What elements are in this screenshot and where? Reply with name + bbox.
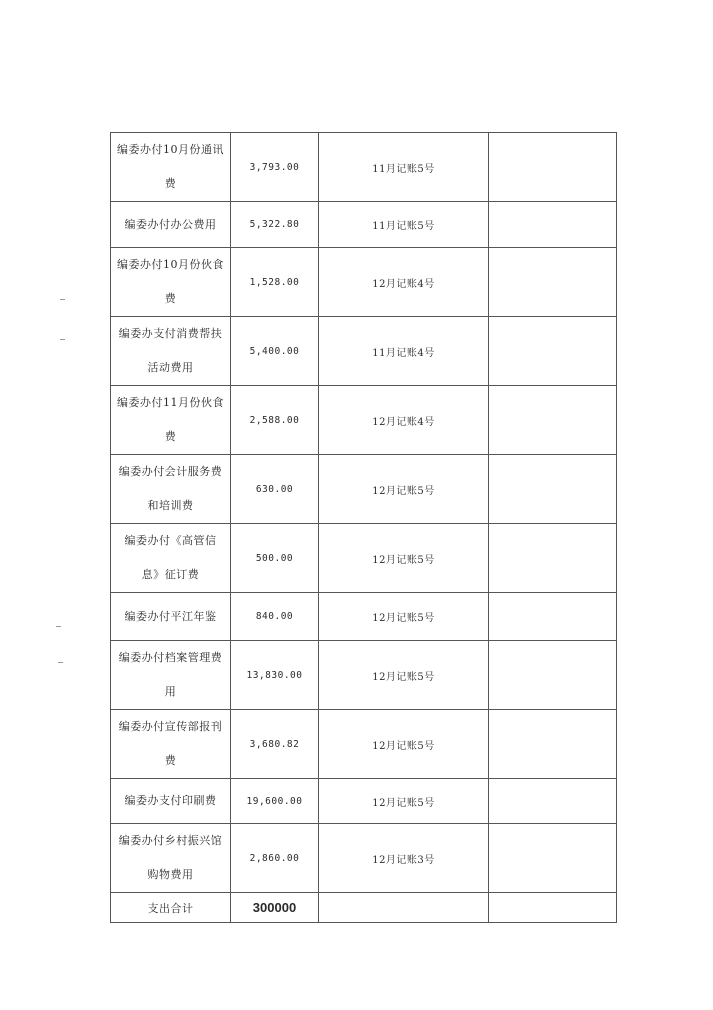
row-description: 编委办付平江年鉴 <box>111 593 231 641</box>
row-description: 编委办付办公费用 <box>111 202 231 248</box>
row-description: 编委办付11月份伙食费 <box>111 386 231 455</box>
row-note <box>489 248 617 317</box>
row-description: 编委办付10月份通讯费 <box>111 133 231 202</box>
table-row <box>111 779 617 824</box>
row-voucher-ref: 12月记账5号 <box>319 641 489 710</box>
total-voucher-ref <box>319 893 489 923</box>
scan-artifact <box>56 626 61 627</box>
row-note <box>489 202 617 248</box>
row-note <box>489 455 617 524</box>
row-amount: 5,322.80 <box>231 202 319 248</box>
row-description: 编委办付档案管理费用 <box>111 641 231 710</box>
scan-artifact <box>60 299 65 300</box>
row-note <box>489 317 617 386</box>
row-amount: 630.00 <box>231 455 319 524</box>
table-row <box>111 386 617 455</box>
row-voucher-ref: 11月记账4号 <box>319 317 489 386</box>
row-note <box>489 641 617 710</box>
row-voucher-ref: 12月记账5号 <box>319 779 489 824</box>
scan-artifact <box>58 662 63 663</box>
row-voucher-ref: 11月记账5号 <box>319 202 489 248</box>
table-row <box>111 133 617 202</box>
row-voucher-ref: 12月记账5号 <box>319 710 489 779</box>
row-amount: 3,680.82 <box>231 710 319 779</box>
row-amount: 5,400.00 <box>231 317 319 386</box>
table-row <box>111 593 617 641</box>
table-row <box>111 455 617 524</box>
row-voucher-ref: 12月记账4号 <box>319 248 489 317</box>
table-row <box>111 524 617 593</box>
row-amount: 2,588.00 <box>231 386 319 455</box>
row-description: 编委办付会计服务费和培训费 <box>111 455 231 524</box>
row-amount: 1,528.00 <box>231 248 319 317</box>
table-row <box>111 710 617 779</box>
table-row <box>111 824 617 893</box>
row-note <box>489 593 617 641</box>
table-row <box>111 202 617 248</box>
row-description: 编委办付《高管信息》征订费 <box>111 524 231 593</box>
row-amount: 19,600.00 <box>231 779 319 824</box>
total-label: 支出合计 <box>111 893 231 923</box>
scan-artifact <box>60 339 65 340</box>
row-description: 编委办支付消费帮扶活动费用 <box>111 317 231 386</box>
row-voucher-ref: 12月记账3号 <box>319 824 489 893</box>
row-voucher-ref: 12月记账5号 <box>319 524 489 593</box>
row-amount: 840.00 <box>231 593 319 641</box>
row-voucher-ref: 12月记账5号 <box>319 455 489 524</box>
row-description: 编委办付10月份伙食费 <box>111 248 231 317</box>
row-note <box>489 710 617 779</box>
row-note <box>489 133 617 202</box>
expense-table <box>110 132 617 923</box>
row-description: 编委办付乡村振兴馆购物费用 <box>111 824 231 893</box>
row-voucher-ref: 12月记账4号 <box>319 386 489 455</box>
total-note <box>489 893 617 923</box>
row-amount: 500.00 <box>231 524 319 593</box>
table-row <box>111 248 617 317</box>
row-amount: 13,830.00 <box>231 641 319 710</box>
row-note <box>489 824 617 893</box>
row-description: 编委办支付印刷费 <box>111 779 231 824</box>
table-row <box>111 641 617 710</box>
total-amount: 300000 <box>231 893 319 923</box>
total-row <box>111 893 617 923</box>
row-note <box>489 779 617 824</box>
row-voucher-ref: 12月记账5号 <box>319 593 489 641</box>
row-note <box>489 386 617 455</box>
row-description: 编委办付宣传部报刊费 <box>111 710 231 779</box>
row-amount: 2,860.00 <box>231 824 319 893</box>
row-amount: 3,793.00 <box>231 133 319 202</box>
row-voucher-ref: 11月记账5号 <box>319 133 489 202</box>
table-row <box>111 317 617 386</box>
row-note <box>489 524 617 593</box>
